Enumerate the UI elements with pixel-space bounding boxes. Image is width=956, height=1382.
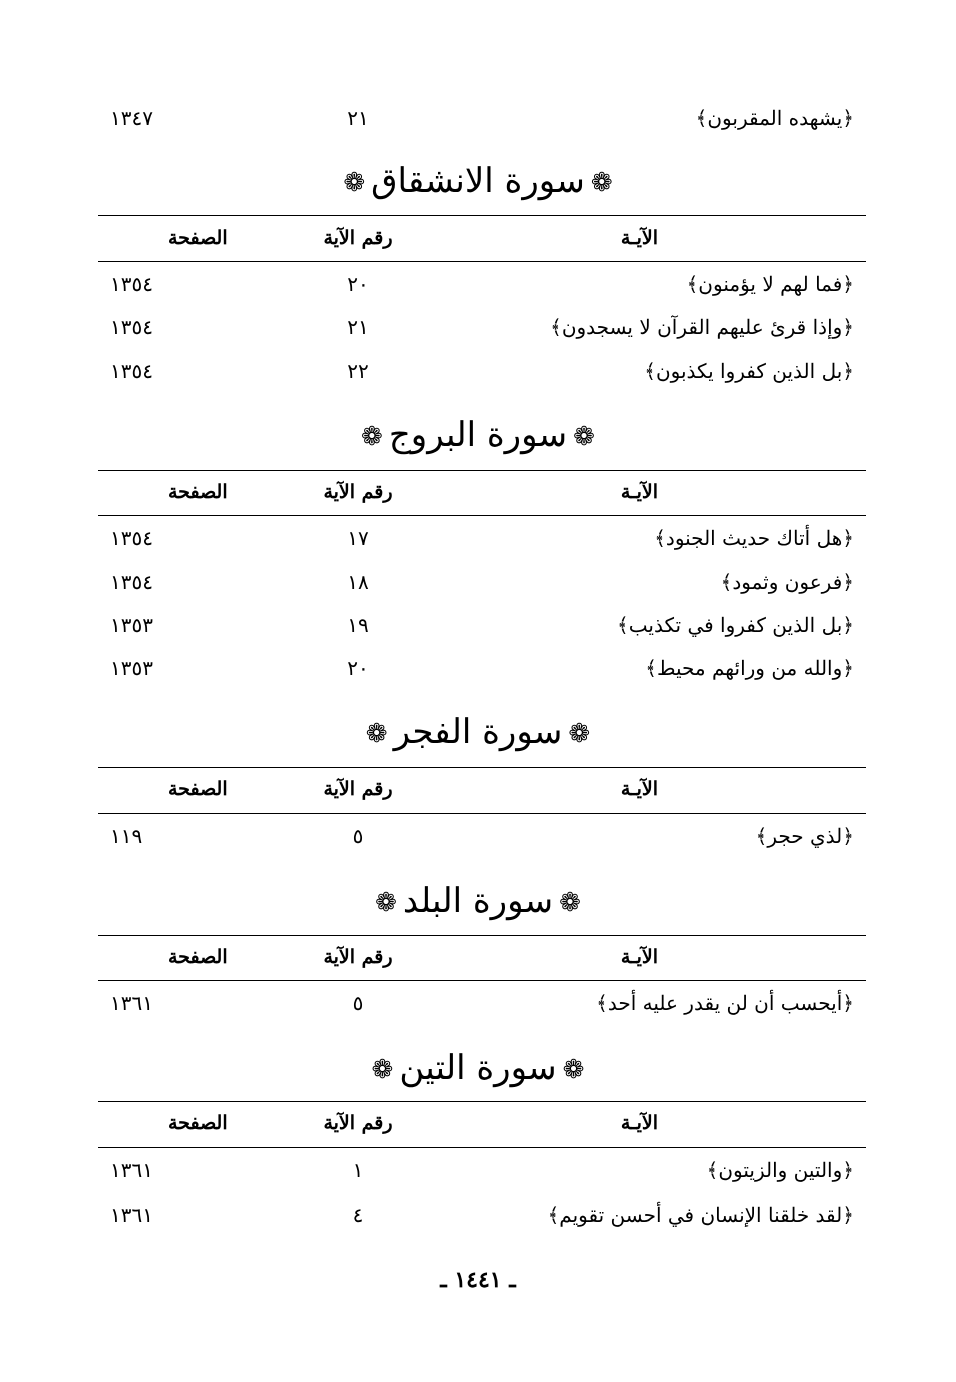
page-cell: ١٣٥٣ <box>110 656 153 680</box>
continuation-row <box>98 98 866 138</box>
ornament-icon: ❁ <box>361 422 383 452</box>
table-row <box>98 816 866 856</box>
header-verse: الآيـة <box>620 227 658 249</box>
header-page: الصفحة <box>168 481 228 503</box>
header-verse-number: رقم الآية <box>323 946 393 968</box>
surah-title <box>0 707 956 757</box>
verse-cell: ﴿بل الذين كفروا في تكذيب﴾ <box>617 613 854 637</box>
header-bottom-rule <box>98 813 866 814</box>
table-header <box>98 472 866 512</box>
ornament-icon: ❁ <box>559 888 581 918</box>
verse-number-cell: ٢٢ <box>347 359 369 383</box>
header-bottom-rule <box>98 980 866 981</box>
header-page: الصفحة <box>168 778 228 800</box>
verse-cell: ﴿فرعون وثمود﴾ <box>720 570 854 594</box>
ornament-icon: ❁ <box>365 719 388 749</box>
table-row <box>98 1150 866 1190</box>
page-cell: ١٣٦١ <box>110 1203 153 1227</box>
surah-title <box>0 876 956 926</box>
verse-cell: ﴿والله من ورائهم محيط﴾ <box>645 656 854 680</box>
table-row <box>98 518 866 558</box>
table-header <box>98 218 866 258</box>
header-top-rule <box>98 935 866 936</box>
surah-title-text: سورة البروج <box>388 415 568 455</box>
verse-number-cell: ٥ <box>352 991 364 1015</box>
header-bottom-rule <box>98 515 866 516</box>
header-verse-number: رقم الآية <box>323 227 393 249</box>
page-cell: ١٣٥٤ <box>110 272 153 296</box>
header-page: الصفحة <box>168 227 228 249</box>
verse-cell: ﴿لذي حجر﴾ <box>755 824 854 848</box>
verse-number-cell: ١٧ <box>347 526 369 550</box>
verse-number-cell: ٥ <box>352 824 364 848</box>
header-top-rule <box>98 215 866 216</box>
verse-number-cell: ٢١ <box>347 106 369 130</box>
page-cell: ١٣٤٧ <box>110 106 153 130</box>
page-cell: ١١٩ <box>110 824 143 848</box>
ornament-icon: ❁ <box>562 1055 585 1085</box>
verse-cell: ﴿والتين والزيتون﴾ <box>706 1158 854 1182</box>
surah-title-text: سورة الفجر <box>393 712 563 752</box>
header-bottom-rule <box>98 1147 866 1148</box>
table-row <box>98 983 866 1023</box>
verse-cell: ﴿فما لهم لا يؤمنون﴾ <box>686 272 854 296</box>
page-cell: ١٣٥٤ <box>110 315 153 339</box>
ornament-icon: ❁ <box>573 422 595 452</box>
ornament-icon: ❁ <box>590 168 613 198</box>
page-cell: ١٣٥٣ <box>110 613 153 637</box>
header-top-rule <box>98 767 866 768</box>
ornament-icon: ❁ <box>371 1055 394 1085</box>
table-header <box>98 937 866 977</box>
table-header <box>98 769 866 809</box>
page-cell: ١٣٥٤ <box>110 359 153 383</box>
table-row <box>98 1195 866 1235</box>
header-verse-number: رقم الآية <box>323 1112 393 1134</box>
table-row <box>98 562 866 602</box>
verse-cell: ﴿وإذا قرئ عليهم القرآن لا يسجدون﴾ <box>550 315 854 339</box>
verse-number-cell: ١٨ <box>347 570 369 594</box>
verse-number-cell: ٢٠ <box>347 272 369 296</box>
table-header <box>98 1103 866 1143</box>
header-top-rule <box>98 470 866 471</box>
header-verse: الآيـة <box>620 778 658 800</box>
verse-number-cell: ١ <box>352 1158 364 1182</box>
page-cell: ١٣٥٤ <box>110 526 153 550</box>
table-row <box>98 264 866 304</box>
surah-title <box>0 410 956 460</box>
surah-title <box>0 1043 956 1093</box>
verse-cell: ﴿أيحسب أن لن يقدر عليه أحد﴾ <box>596 991 854 1015</box>
table-row <box>98 351 866 391</box>
verse-cell: ﴿يشهده المقربون﴾ <box>695 106 854 130</box>
surah-title-text: سورة الانشقاق <box>371 161 585 201</box>
verse-cell: ﴿هل أتاك حديث الجنود﴾ <box>654 526 854 550</box>
verse-number-cell: ١٩ <box>347 613 369 637</box>
ornament-icon: ❁ <box>343 168 366 198</box>
surah-title <box>0 156 956 206</box>
table-row <box>98 605 866 645</box>
header-bottom-rule <box>98 261 866 262</box>
verse-cell: ﴿لقد خلقنا الإنسان في أحسن تقويم﴾ <box>547 1203 854 1227</box>
page-cell: ١٣٦١ <box>110 1158 153 1182</box>
verse-cell: ﴿بل الذين كفروا يكذبون﴾ <box>644 359 854 383</box>
ornament-icon: ❁ <box>375 888 397 918</box>
header-page: الصفحة <box>168 946 228 968</box>
page-number: ـ ١٤٤١ ـ <box>440 1267 516 1293</box>
table-row <box>98 307 866 347</box>
header-verse: الآيـة <box>620 946 658 968</box>
ornament-icon: ❁ <box>568 719 591 749</box>
header-verse-number: رقم الآية <box>323 481 393 503</box>
header-verse: الآيـة <box>620 1112 658 1134</box>
verse-number-cell: ٢٠ <box>347 656 369 680</box>
table-row <box>98 648 866 688</box>
verse-number-cell: ٢١ <box>347 315 369 339</box>
verse-number-cell: ٤ <box>352 1203 364 1227</box>
header-top-rule <box>98 1101 866 1102</box>
surah-title-text: سورة التين <box>399 1048 557 1088</box>
surah-title-text: سورة البلد <box>402 881 554 921</box>
header-verse-number: رقم الآية <box>323 778 393 800</box>
header-verse: الآيـة <box>620 481 658 503</box>
page-cell: ١٣٥٤ <box>110 570 153 594</box>
page-cell: ١٣٦١ <box>110 991 153 1015</box>
header-page: الصفحة <box>168 1112 228 1134</box>
